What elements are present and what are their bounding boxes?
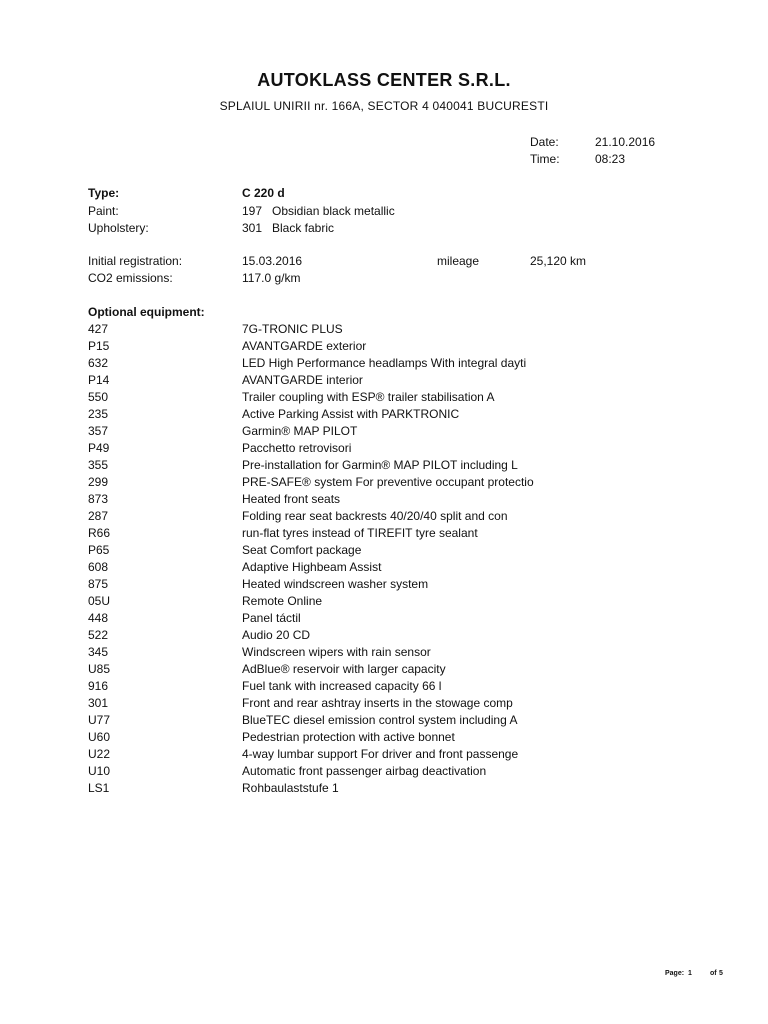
option-description: 7G-TRONIC PLUS <box>242 322 343 336</box>
option-description: Heated windscreen washer system <box>242 577 429 591</box>
option-code: 355 <box>88 458 109 472</box>
option-description: run-flat tyres instead of TIREFIT tyre sealant <box>242 526 478 540</box>
option-code: 05U <box>88 594 111 608</box>
option-description: Windscreen wipers with rain sensor <box>242 645 431 659</box>
upholstery-value: Black fabric <box>272 221 335 235</box>
paint-label: Paint: <box>88 204 119 218</box>
option-code: U85 <box>88 662 111 676</box>
registration-value: 15.03.2016 <box>242 254 303 268</box>
company-address: SPLAIUL UNIRII nr. 166A, SECTOR 4 040041 BUCURESTI <box>219 99 549 113</box>
option-description: Trailer coupling with ESP® trailer stabilisation A <box>242 390 495 404</box>
option-description: AVANTGARDE interior <box>242 373 363 387</box>
registration-label: Initial registration: <box>88 254 183 268</box>
option-description: Remote Online <box>242 594 323 608</box>
option-code: P65 <box>88 543 110 557</box>
option-description: Seat Comfort package <box>242 543 362 557</box>
option-code: 550 <box>88 390 109 404</box>
option-description: AVANTGARDE exterior <box>242 339 367 353</box>
option-code: 873 <box>88 492 109 506</box>
option-code: LS1 <box>88 781 110 795</box>
option-description: Panel táctil <box>242 611 301 625</box>
page-total: 5 <box>719 970 723 977</box>
option-code: 345 <box>88 645 109 659</box>
company-name: AUTOKLASS CENTER S.R.L. <box>257 70 511 90</box>
option-code: 522 <box>88 628 109 642</box>
option-description: PRE-SAFE® system For preventive occupant protectio <box>242 475 534 489</box>
option-code: 632 <box>88 356 109 370</box>
option-code: 916 <box>88 679 109 693</box>
option-code: 287 <box>88 509 109 523</box>
page-of-label: of <box>710 970 717 977</box>
page-number: 1 <box>688 970 692 977</box>
option-description: Pedestrian protection with active bonnet <box>242 730 455 744</box>
option-description: BlueTEC diesel emission control system including A <box>242 713 518 727</box>
option-description: Folding rear seat backrests 40/20/40 split and con <box>242 509 508 523</box>
paint-code: 197 <box>242 204 263 218</box>
option-description: Heated front seats <box>242 492 341 506</box>
optional-equipment-heading: Optional equipment: <box>88 305 205 319</box>
option-code: 299 <box>88 475 109 489</box>
option-description: AdBlue® reservoir with larger capacity <box>242 662 446 676</box>
option-description: Fuel tank with increased capacity 66 l <box>242 679 442 693</box>
option-description: Pre-installation for Garmin® MAP PILOT including L <box>242 458 518 472</box>
option-code: 875 <box>88 577 109 591</box>
option-code: P15 <box>88 339 110 353</box>
option-description: LED High Performance headlamps With integral dayti <box>242 356 527 370</box>
date-label: Date: <box>530 135 559 149</box>
mileage-label: mileage <box>437 254 480 268</box>
mileage-value: 25,120 km <box>530 254 587 268</box>
option-code: U22 <box>88 747 111 761</box>
type-value: C 220 d <box>242 186 285 200</box>
option-description: Front and rear ashtray inserts in the stowage comp <box>242 696 513 710</box>
option-description: Garmin® MAP PILOT <box>242 424 358 438</box>
option-description: Adaptive Highbeam Assist <box>242 560 382 574</box>
option-code: 608 <box>88 560 109 574</box>
option-code: U10 <box>88 764 111 778</box>
type-label: Type: <box>88 186 120 200</box>
time-value: 08:23 <box>595 152 626 166</box>
option-description: Pacchetto retrovisori <box>242 441 352 455</box>
time-label: Time: <box>530 152 560 166</box>
upholstery-label: Upholstery: <box>88 221 149 235</box>
option-code: R66 <box>88 526 111 540</box>
co2-label: CO2 emissions: <box>88 271 173 285</box>
option-code: 448 <box>88 611 109 625</box>
upholstery-code: 301 <box>242 221 263 235</box>
option-code: 427 <box>88 322 109 336</box>
option-code: U60 <box>88 730 111 744</box>
option-code: 235 <box>88 407 109 421</box>
co2-value: 117.0 g/km <box>242 271 301 285</box>
paint-value: Obsidian black metallic <box>272 204 395 218</box>
option-code: U77 <box>88 713 111 727</box>
option-code: P14 <box>88 373 110 387</box>
option-description: Active Parking Assist with PARKTRONIC <box>242 407 460 421</box>
option-code: 301 <box>88 696 109 710</box>
option-code: P49 <box>88 441 110 455</box>
option-description: 4-way lumbar support For driver and front passenge <box>242 747 519 761</box>
date-value: 21.10.2016 <box>595 135 656 149</box>
option-description: Audio 20 CD <box>242 628 311 642</box>
option-description: Rohbaulaststufe 1 <box>242 781 339 795</box>
option-description: Automatic front passenger airbag deactivation <box>242 764 487 778</box>
page-label: Page: <box>665 970 685 977</box>
option-code: 357 <box>88 424 109 438</box>
